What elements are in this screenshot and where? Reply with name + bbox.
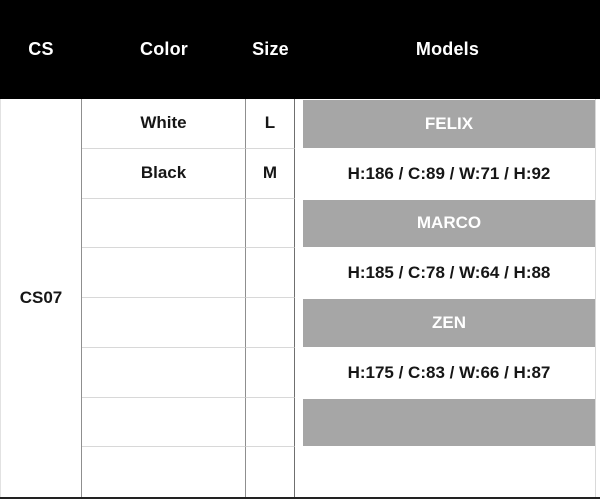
color-cell: [82, 248, 246, 298]
model-cell: ZEN: [303, 298, 595, 348]
model-cell: H:185 / C:78 / W:64 / H:88: [347, 263, 551, 283]
table-body: [0, 99, 596, 497]
size-cell: [246, 199, 295, 249]
color-cell: [82, 298, 246, 348]
size-cell: [246, 248, 295, 298]
header-cell-color: Color: [140, 39, 188, 59]
model-cell: [303, 398, 595, 448]
color-cell: [82, 447, 246, 497]
size-cell: [246, 447, 295, 497]
model-cell: H:175 / C:83 / W:66 / H:87: [347, 362, 551, 382]
model-cell: H:186 / C:89 / W:71 / H:92: [347, 163, 551, 183]
size-cell: [246, 298, 295, 348]
color-cell: [82, 199, 246, 249]
color-cell: Black: [82, 149, 246, 199]
size-cell: [246, 348, 295, 398]
table-header-row: [0, 0, 600, 99]
color-cell: [82, 398, 246, 448]
model-cell: [303, 447, 595, 497]
cs-code-cell: CS07: [1, 99, 82, 497]
size-cell: L: [246, 99, 295, 149]
header-cell-models: Models: [415, 39, 480, 59]
header-cell-size: Size: [252, 39, 289, 59]
color-cell: [82, 348, 246, 398]
model-cell: FELIX: [303, 99, 595, 149]
header-cell-cs: CS: [28, 39, 54, 59]
size-cell: M: [246, 149, 295, 199]
color-cell: White: [82, 99, 246, 149]
size-cell: [246, 398, 295, 448]
model-cell: MARCO: [303, 199, 595, 249]
